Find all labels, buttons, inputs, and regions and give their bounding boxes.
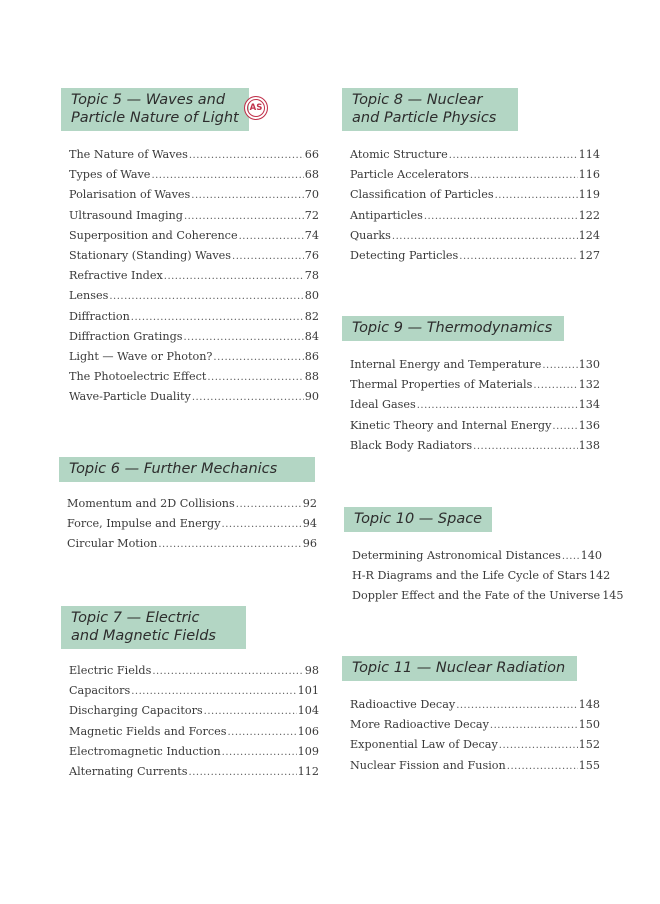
toc-entry-title: Diffraction [69,309,130,323]
toc-entry[interactable] [350,165,600,185]
toc-entry[interactable] [67,514,317,534]
toc-entry-title: Doppler Effect and the Fate of the Universe [352,589,601,603]
toc-entry-page-number: 78 [304,269,319,283]
dot-leader [204,702,297,722]
toc-entry[interactable] [67,494,317,514]
dot-leader [192,388,304,408]
toc-entry[interactable] [350,695,600,715]
toc-entry-title: Quarks [350,228,391,242]
toc-entry-page-number: 80 [304,289,319,303]
toc-entry-title: The Nature of Waves [69,148,188,161]
toc-entry-title: Refractive Index [69,269,163,283]
toc-entry[interactable] [69,266,319,286]
toc-entry[interactable] [67,534,317,554]
toc-entry-page-number: 114 [578,148,600,161]
toc-entry[interactable] [352,566,611,586]
dot-leader [542,356,577,376]
toc-entry-title: Circular Motion [67,537,158,551]
dot-leader [191,186,303,206]
toc-entry-page-number: 124 [578,228,600,242]
topic-6-header-line-1: Topic 6 — Further Mechanics [69,461,278,477]
dot-leader [222,515,302,535]
toc-entry-page-number: 74 [304,228,319,242]
toc-entry[interactable] [352,586,624,606]
toc-entry-page-number: 68 [304,168,319,182]
dot-leader [158,535,301,555]
toc-entry-page-number: 109 [297,744,319,758]
dot-leader [459,247,577,267]
topic-7-header-line-1: Topic 7 — Electric [71,610,200,626]
toc-entry-title: Particle Accelerators [350,168,469,182]
toc-entry-title: Thermal Properties of Materials [350,378,533,392]
topic-8-header [342,88,518,131]
toc-entry[interactable] [350,395,600,415]
topic-10-header [344,507,492,532]
topic-11-section [342,656,600,776]
topic-8-entries [350,145,600,266]
dot-leader [392,227,578,247]
toc-entry-title: Radioactive Decay [350,698,456,711]
dot-leader [562,547,580,567]
toc-entry-title: Exponential Law of Decay [350,738,498,752]
dot-leader [164,267,304,287]
toc-entry[interactable] [350,375,600,395]
toc-entry-title: Lenses [69,289,109,303]
toc-entry-page-number: 127 [578,248,600,262]
toc-entry[interactable] [69,206,319,226]
topic-10-header-line-1: Topic 10 — Space [354,511,483,527]
toc-entry-page-number: 150 [578,718,600,732]
toc-entry-title: Electric Fields [69,664,152,677]
toc-entry[interactable] [69,347,319,367]
dot-leader [109,287,303,307]
topic-6-header [59,457,315,482]
dot-leader [152,662,303,682]
topic-9-section [342,316,600,456]
toc-entry[interactable] [69,226,319,246]
topic-9-header [342,316,564,341]
toc-entry-title: The Photoelectric Effect [69,370,207,384]
toc-entry-title: Antiparticles [350,208,423,222]
topic-8-header-line-2: and Particle Physics [352,110,497,126]
toc-entry[interactable] [69,661,319,681]
toc-entry-page-number: 86 [304,349,319,363]
toc-entry-title: Ideal Gases [350,398,416,412]
dot-leader [227,723,296,743]
dot-leader [449,146,578,166]
toc-entry[interactable] [69,722,319,742]
toc-entry-page-number: 90 [304,390,319,404]
toc-entry-title: H-R Diagrams and the Life Cycle of Stars [352,569,587,583]
topic-5-header [61,88,249,131]
dot-leader [232,247,304,267]
toc-entry-page-number: 148 [578,698,600,711]
topic-5-entries [69,145,319,407]
topic-6-section [59,457,317,555]
toc-entry[interactable] [350,206,600,226]
toc-entry[interactable] [69,367,319,387]
dot-leader [131,308,304,328]
toc-entry-page-number: 116 [578,168,600,182]
toc-entry-page-number: 138 [578,438,600,452]
dot-leader [417,396,578,416]
toc-entry-page-number: 130 [578,358,600,371]
dot-leader [473,437,577,457]
toc-entry[interactable] [69,327,319,347]
topic-5-header-line-1: Topic 5 — Waves and [71,92,226,108]
toc-entry-title: Atomic Structure [350,148,448,161]
topic-11-header [342,656,577,681]
toc-entry-title: Nuclear Fission and Fusion [350,758,506,772]
topic-7-header-line-2: and Magnetic Fields [71,628,216,644]
toc-entry[interactable] [352,546,602,566]
toc-entry-page-number: 112 [297,764,319,778]
toc-entry-title: More Radioactive Decay [350,718,489,732]
toc-entry-title: Electromagnetic Induction [69,744,221,758]
topic-11-header-line-1: Topic 11 — Nuclear Radiation [352,660,566,676]
dot-leader [424,207,578,227]
dot-leader [151,166,303,186]
dot-leader [470,166,578,186]
toc-entry-page-number: 119 [578,188,600,202]
toc-entry-page-number: 132 [578,378,600,392]
toc-entry-page-number: 70 [304,188,319,202]
dot-leader [184,328,304,348]
toc-entry-page-number: 104 [297,704,319,718]
toc-entry-title: Ultrasound Imaging [69,208,183,222]
topic-9-entries [350,355,600,456]
toc-entry[interactable] [350,436,600,456]
toc-entry-page-number: 152 [578,738,600,752]
dot-leader [213,348,303,368]
toc-entry-page-number: 155 [578,758,600,772]
topic-7-header [61,606,246,649]
toc-entry[interactable] [69,307,319,327]
toc-entry-title: Polarisation of Waves [69,188,191,202]
toc-entry-title: Classification of Particles [350,188,494,202]
toc-entry-title: Diffraction Gratings [69,329,183,343]
toc-entry-title: Superposition and Coherence [69,228,238,242]
dot-leader [207,368,303,388]
toc-entry-title: Determining Astronomical Distances [352,549,561,562]
topic-9-header-line-1: Topic 9 — Thermodynamics [352,320,553,336]
toc-entry-page-number: 92 [302,497,317,510]
dot-leader [499,736,578,756]
toc-entry[interactable] [350,145,600,165]
toc-entry[interactable] [69,387,319,407]
dot-leader [552,417,577,437]
toc-entry-title: Momentum and 2D Collisions [67,497,235,510]
dot-leader [533,376,577,396]
toc-entry[interactable] [69,286,319,306]
toc-entry[interactable] [69,185,319,205]
toc-entry[interactable] [69,165,319,185]
as-level-badge-icon: AS [244,96,268,120]
toc-entry-title: Detecting Particles [350,248,459,262]
toc-entry-title: Types of Wave [69,168,151,182]
toc-entry-title: Force, Impulse and Energy [67,517,221,531]
toc-entry-page-number: 101 [297,684,319,698]
toc-entry-page-number: 72 [304,208,319,222]
toc-entry-page-number: 122 [578,208,600,222]
dot-leader [184,207,304,227]
toc-entry-page-number: 136 [578,418,600,432]
dot-leader [239,227,304,247]
toc-entry[interactable] [350,185,600,205]
toc-entry-title: Kinetic Theory and Internal Energy [350,418,552,432]
toc-entry-page-number: 142 [588,569,611,583]
topic-8-section [342,88,600,266]
topic-7-section [61,606,319,782]
toc-entry-title: Internal Energy and Temperature [350,358,542,371]
toc-entry-page-number: 140 [580,549,602,562]
toc-entry[interactable] [350,246,600,266]
dot-leader [495,186,578,206]
toc-entry[interactable] [69,742,319,762]
toc-entry[interactable] [69,246,319,266]
toc-entry[interactable] [69,681,319,701]
topic-10-entries [352,546,624,607]
toc-entry-page-number: 88 [304,370,319,384]
toc-entry-page-number: 96 [302,537,317,551]
topic-8-header-line-1: Topic 8 — Nuclear [352,92,483,108]
toc-entry-title: Alternating Currents [69,764,188,778]
toc-entry[interactable] [69,145,319,165]
toc-entry[interactable] [350,416,600,436]
dot-leader [236,495,302,515]
topic-6-entries [67,494,317,555]
topic-11-entries [350,695,600,776]
toc-entry[interactable] [350,735,600,755]
dot-leader [507,757,578,777]
toc-entry-page-number: 84 [304,329,319,343]
dot-leader [131,682,296,702]
toc-entry-page-number: 106 [297,724,319,738]
toc-entry-title: Wave-Particle Duality [69,390,191,404]
dot-leader [222,743,297,763]
toc-entry[interactable] [69,762,319,782]
toc-entry-page-number: 134 [578,398,600,412]
toc-entry-page-number: 76 [304,248,319,262]
topic-7-entries [69,661,319,782]
toc-entry-page-number: 66 [304,148,319,161]
topic-5-section [61,88,319,407]
toc-entry-title: Discharging Capacitors [69,704,203,718]
toc-entry[interactable] [350,355,600,375]
dot-leader [456,696,577,716]
toc-entry-title: Black Body Radiators [350,438,473,452]
toc-entry-page-number: 98 [304,664,319,677]
toc-entry[interactable] [69,701,319,721]
toc-entry-title: Stationary (Standing) Waves [69,248,232,262]
toc-entry-title: Light — Wave or Photon? [69,349,213,363]
topic-5-header-line-2: Particle Nature of Light [71,110,239,126]
dot-leader [189,146,304,166]
toc-entry-title: Capacitors [69,684,131,698]
toc-entry-page-number: 145 [602,589,624,603]
topic-10-section [344,507,624,607]
toc-entry[interactable] [350,715,600,735]
toc-entry[interactable] [350,226,600,246]
toc-entry-page-number: 94 [302,517,317,531]
dot-leader [189,763,297,783]
toc-entry-title: Magnetic Fields and Forces [69,724,227,738]
toc-entry-page-number: 82 [304,309,319,323]
dot-leader [490,716,578,736]
toc-entry[interactable] [350,756,600,776]
